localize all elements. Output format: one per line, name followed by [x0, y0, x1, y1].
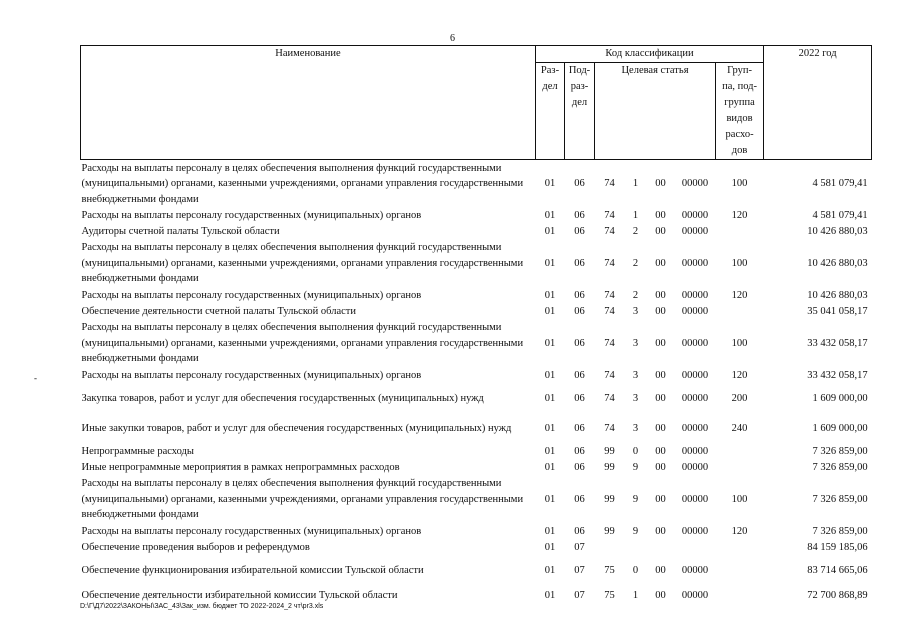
- row-code-pr: 06: [574, 392, 585, 404]
- row-code-t2: 1: [632, 589, 639, 601]
- row-amount: 7 326 859,00: [812, 493, 868, 505]
- row-code-t1: 74: [604, 305, 615, 317]
- row-name: Расходы на выплаты персоналу государственных (муниципальных) органов: [81, 369, 422, 381]
- row-code-r: 01: [544, 369, 556, 381]
- row-code-r: 01: [544, 337, 556, 349]
- row-code-t1: 74: [604, 225, 615, 237]
- row-code-t3: 00: [655, 369, 666, 381]
- row-code-r: 01: [544, 392, 556, 404]
- row-code-t3: 00: [655, 257, 666, 269]
- row-code-r: 01: [544, 541, 556, 553]
- header-target: Целевая статья: [595, 63, 716, 160]
- row-name: Иные непрограммные мероприятия в рамках непрограммных расходов: [81, 461, 400, 473]
- row-name: Расходы на выплаты персоналу в целях обеспечения выполнения функций государственными (муниципальными) органами, казенными учреждениями, органами управления государственными внебюджетными фондами: [81, 322, 524, 365]
- row-code-t4: 00000: [681, 445, 709, 457]
- row-amount: 4 581 079,41: [812, 178, 868, 189]
- row-code-t1: 75: [604, 564, 615, 576]
- row-code-t1: 74: [604, 289, 615, 301]
- table-row: [81, 556, 872, 586]
- row-code-g: [716, 444, 764, 460]
- row-code-r: 01: [544, 493, 556, 505]
- row-code-t1: 74: [604, 369, 615, 381]
- row-code-t1: 74: [604, 422, 615, 434]
- row-amount: 10 426 880,03: [807, 289, 868, 301]
- row-code-pr: 06: [574, 369, 585, 381]
- row-code-g: [716, 224, 764, 240]
- row-amount: 72 700 868,89: [807, 589, 868, 601]
- row-code-t3: 00: [655, 225, 666, 237]
- row-name: Расходы на выплаты персоналу в целях обеспечения выполнения функций государственными (муниципальными) органами, казенными учреждениями, органами управления государственными внебюджетными фондами: [81, 478, 524, 521]
- row-amount: 1 609 000,00: [812, 422, 868, 434]
- row-code-r: 01: [544, 564, 556, 576]
- row-code-pr: 07: [574, 541, 585, 553]
- row-code-r: 01: [544, 209, 556, 221]
- header-name: Наименование: [81, 46, 536, 160]
- row-code-t1: 74: [604, 392, 615, 404]
- row-code-t2: [625, 540, 647, 556]
- row-code-g: 100: [731, 257, 748, 269]
- row-code-g: [716, 556, 764, 586]
- header-row-1: [81, 46, 872, 63]
- row-code-t4: 00000: [681, 289, 709, 301]
- row-amount: 83 714 665,06: [807, 564, 868, 576]
- row-code-t2: 0: [632, 564, 639, 576]
- row-code-t4: 00000: [681, 337, 709, 349]
- row-code-t4: 00000: [681, 209, 709, 221]
- row-code-t3: 00: [655, 445, 666, 457]
- row-code-t3: 00: [655, 422, 666, 434]
- row-code-t4: [675, 540, 716, 556]
- row-code-t1: 75: [604, 589, 615, 601]
- table-row: [81, 384, 872, 414]
- table-row: [81, 368, 872, 384]
- row-code-g: 120: [731, 525, 748, 537]
- row-code-t2: 3: [632, 305, 639, 317]
- table-row: [81, 224, 872, 240]
- row-code-g: [716, 540, 764, 556]
- row-code-t4: 00000: [681, 305, 709, 317]
- row-code-pr: 06: [574, 493, 585, 505]
- row-code-pr: 06: [574, 178, 585, 189]
- row-code-t2: 1: [632, 209, 639, 221]
- row-code-t3: 00: [655, 178, 666, 189]
- row-name: Аудиторы счетной палаты Тульской области: [81, 225, 280, 237]
- row-name: Расходы на выплаты персоналу государственных (муниципальных) органов: [81, 289, 422, 301]
- header-podrazdel: Под- раз- дел: [565, 63, 595, 160]
- row-code-t3: [647, 540, 675, 556]
- row-name: Расходы на выплаты персоналу государственных (муниципальных) органов: [81, 209, 422, 221]
- page-number: 6: [450, 33, 455, 44]
- row-code-t3: 00: [655, 525, 666, 537]
- table-row: [81, 240, 872, 288]
- row-code-t4: 00000: [681, 564, 709, 576]
- row-code-r: 01: [544, 289, 556, 301]
- row-code-r: 01: [544, 225, 556, 237]
- row-name: Расходы на выплаты персоналу в целях обеспечения выполнения функций государственными (муниципальными) органами, казенными учреждениями, органами управления государственными внебюджетными фондами: [81, 162, 524, 205]
- stray-mark: -: [34, 373, 37, 383]
- row-amount: 84 159 185,06: [807, 541, 868, 553]
- row-code-r: 01: [544, 461, 556, 473]
- row-amount: 33 432 058,17: [807, 369, 868, 381]
- row-code-g: 240: [731, 422, 748, 434]
- row-code-t2: 2: [632, 225, 639, 237]
- row-code-t4: 00000: [681, 525, 709, 537]
- row-name: Непрограммные расходы: [81, 445, 194, 457]
- row-code-r: 01: [544, 257, 556, 269]
- row-code-t4: 00000: [681, 225, 709, 237]
- row-name: Иные закупки товаров, работ и услуг для обеспечения государственных (муниципальных) нужд: [81, 422, 512, 434]
- row-amount: 1 609 000,00: [812, 392, 868, 404]
- row-code-g: [716, 586, 764, 606]
- row-code-g: 200: [731, 392, 748, 404]
- table-row: [81, 160, 872, 208]
- row-code-t3: 00: [655, 589, 666, 601]
- row-amount: 10 426 880,03: [807, 225, 868, 237]
- row-code-g: 120: [731, 209, 748, 221]
- row-name: Расходы на выплаты персоналу государственных (муниципальных) органов: [81, 525, 422, 537]
- footer-path: D:\Г\Д7\2022\ЗАКОНЫ\ЗАС_43\Зак_изм. бюджет ТО 2022-2024_2 чт\pr3.xls: [80, 603, 324, 610]
- row-code-t2: 1: [632, 178, 639, 189]
- row-code-pr: 07: [574, 564, 585, 576]
- row-code-r: 01: [544, 422, 556, 434]
- row-code-t3: 00: [655, 461, 666, 473]
- row-code-t3: 00: [655, 493, 666, 505]
- row-code-pr: 06: [574, 305, 585, 317]
- row-code-t2: 9: [632, 493, 639, 505]
- row-code-t2: 2: [632, 257, 639, 269]
- row-code-t1: 74: [604, 257, 615, 269]
- row-code-pr: 06: [574, 337, 585, 349]
- row-code-t4: 00000: [681, 178, 709, 189]
- row-amount: 7 326 859,00: [812, 461, 868, 473]
- row-code-t1: 74: [604, 178, 615, 189]
- row-code-t3: 00: [655, 564, 666, 576]
- row-code-t2: 3: [632, 369, 639, 381]
- row-code-pr: 06: [574, 225, 585, 237]
- row-amount: 33 432 058,17: [807, 337, 868, 349]
- row-code-t4: 00000: [681, 257, 709, 269]
- table-row: [81, 540, 872, 556]
- row-code-t4: 00000: [681, 422, 709, 434]
- row-name: Обеспечение проведения выборов и референдумов: [81, 541, 310, 553]
- row-code-r: 01: [544, 525, 556, 537]
- row-code-t2: 3: [632, 422, 639, 434]
- row-name: Расходы на выплаты персоналу в целях обеспечения выполнения функций государственными (муниципальными) органами, казенными учреждениями, органами управления государственными внебюджетными фондами: [81, 242, 524, 285]
- table-row: [81, 288, 872, 304]
- table-row: [81, 320, 872, 368]
- row-code-pr: 07: [574, 589, 585, 601]
- row-code-r: 01: [544, 445, 556, 457]
- row-code-t1: 99: [604, 525, 615, 537]
- row-name: Обеспечение деятельности счетной палаты Тульской области: [81, 305, 356, 317]
- table-row: [81, 476, 872, 524]
- row-code-t4: 00000: [681, 461, 709, 473]
- row-code-t3: 00: [655, 337, 666, 349]
- table-row: [81, 414, 872, 444]
- row-code-g: 100: [731, 493, 748, 505]
- row-code-g: 120: [731, 289, 748, 301]
- row-code-t1: 74: [604, 337, 615, 349]
- row-code-pr: 06: [574, 445, 585, 457]
- table-row: [81, 208, 872, 224]
- row-code-t2: 9: [632, 525, 639, 537]
- table-row: [81, 444, 872, 460]
- row-name: Обеспечение деятельности избирательной комиссии Тульской области: [81, 589, 398, 601]
- row-code-t4: 00000: [681, 392, 709, 404]
- row-code-t3: 00: [655, 392, 666, 404]
- row-amount: 7 326 859,00: [812, 445, 868, 457]
- row-code-g: 100: [731, 178, 748, 189]
- row-code-t2: 0: [632, 445, 639, 457]
- row-code-t2: 3: [632, 337, 639, 349]
- row-code-r: 01: [544, 178, 556, 189]
- row-code-t2: 9: [632, 461, 639, 473]
- row-code-pr: 06: [574, 525, 585, 537]
- header-razdel: Раз- дел: [536, 63, 565, 160]
- table-row: [81, 304, 872, 320]
- row-code-r: 01: [544, 305, 556, 317]
- row-code-t1: 99: [604, 493, 615, 505]
- row-code-pr: 06: [574, 422, 585, 434]
- row-name: Обеспечение функционирования избирательной комиссии Тульской области: [81, 564, 424, 576]
- header-group: Груп- па, под- группа видов расхо- дов: [716, 63, 764, 160]
- row-code-g: [716, 304, 764, 320]
- row-amount: 10 426 880,03: [807, 257, 868, 269]
- table-row: [81, 460, 872, 476]
- row-code-r: 01: [544, 589, 556, 601]
- row-code-pr: 06: [574, 289, 585, 301]
- row-code-t2: 2: [632, 289, 639, 301]
- row-code-t4: 00000: [681, 493, 709, 505]
- row-code-t4: 00000: [681, 589, 709, 601]
- row-code-t1: [595, 540, 625, 556]
- row-code-t1: 74: [604, 209, 615, 221]
- row-amount: 35 041 058,17: [807, 305, 868, 317]
- row-code-t2: 3: [632, 392, 639, 404]
- row-code-pr: 06: [574, 257, 585, 269]
- row-code-t3: 00: [655, 209, 666, 221]
- row-code-t1: 99: [604, 461, 615, 473]
- row-code-t3: 00: [655, 305, 666, 317]
- header-code: Код классификации: [536, 46, 764, 63]
- row-amount: 4 581 079,41: [812, 209, 868, 221]
- row-name: Закупка товаров, работ и услуг для обеспечения государственных (муниципальных) нужд: [81, 392, 484, 404]
- row-code-t1: 99: [604, 445, 615, 457]
- row-code-t4: 00000: [681, 369, 709, 381]
- row-code-pr: 06: [574, 209, 585, 221]
- header-year: 2022 год: [764, 46, 872, 160]
- row-code-g: 100: [731, 337, 748, 349]
- row-code-g: [716, 460, 764, 476]
- budget-table: [80, 45, 872, 606]
- table-row: [81, 524, 872, 540]
- row-amount: 7 326 859,00: [812, 525, 868, 537]
- row-code-g: 120: [731, 369, 748, 381]
- row-code-pr: 06: [574, 461, 585, 473]
- row-code-t3: 00: [655, 289, 666, 301]
